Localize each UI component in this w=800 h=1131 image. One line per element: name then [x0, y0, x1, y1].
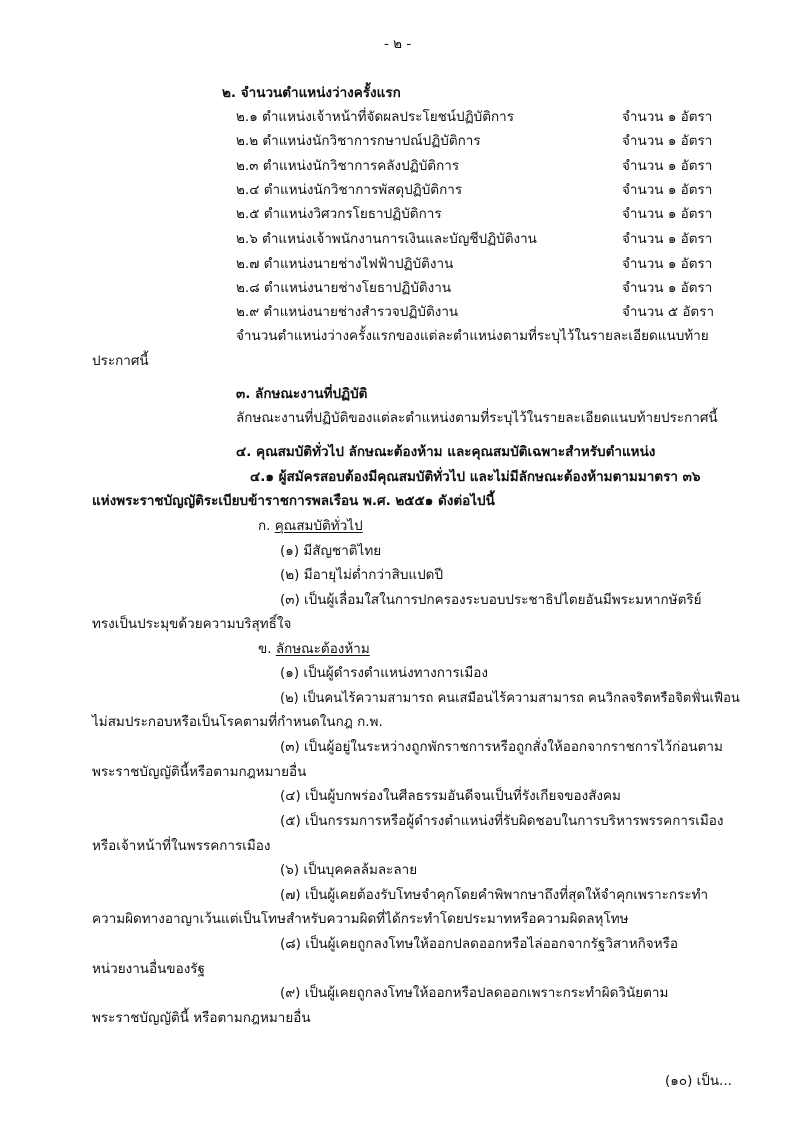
position-label: ๒.๖ ตำแหน่งเจ้าพนักงานการเงินและบัญชีปฏิบัติงาน — [236, 231, 537, 247]
position-amount: จำนวน ๑ อัตรา — [622, 280, 713, 296]
prohibited-heading — [258, 643, 370, 657]
prohibited-item: (๔) เป็นผู้บกพร่องในศีลธรรมอันดีจนเป็นที่รังเกียจของสังคม — [280, 788, 621, 804]
position-amount: จำนวน ๑ อัตรา — [622, 109, 713, 125]
continuation-marker: (๑๐) เป็น... — [665, 1073, 732, 1089]
prohibited-item-continued: พระราชบัญญัตินี้หรือตามกฎหมายอื่น — [92, 764, 307, 780]
position-label: ๒.๒ ตำแหน่งนักวิชาการกษาปณ์ปฏิบัติการ — [236, 133, 481, 149]
prohibited-item: (๙) เป็นผู้เคยถูกลงโทษให้ออกหรือปลดออกเพราะกระทำผิดวินัยตาม — [280, 985, 669, 1001]
section-4-1-text-continued: แห่งพระราชบัญญัติระเบียบข้าราชการพลเรือน พ.ศ. ๒๕๕๑ ดังต่อไปนี้ — [92, 493, 495, 509]
position-label: ๒.๓ ตำแหน่งนักวิชาการคลังปฏิบัติการ — [236, 158, 460, 174]
position-label: ๒.๗ ตำแหน่งนายช่างไฟฟ้าปฏิบัติงาน — [236, 256, 454, 272]
general-item: (๒) มีอายุไม่ต่ำกว่าสิบแปดปี — [280, 567, 444, 583]
position-amount: จำนวน ๑ อัตรา — [622, 256, 713, 272]
general-qualifications-heading — [258, 520, 363, 534]
prohibited-title: ลักษณะต้องห้าม — [275, 641, 370, 657]
page-number: - ๒ - — [384, 36, 412, 52]
general-title: คุณสมบัติทั่วไป — [274, 518, 363, 534]
prohibited-item: (๖) เป็นบุคคลล้มละลาย — [280, 862, 418, 878]
prohibited-item: (๓) เป็นผู้อยู่ในระหว่างถูกพักราชการหรือถูกสั่งให้ออกจากราชการไว้ก่อนตาม — [280, 739, 723, 755]
prohibited-item: (๘) เป็นผู้เคยถูกลงโทษให้ออกปลดออกหรือไล่ออกจากรัฐวิสาหกิจหรือ — [280, 936, 678, 952]
prohibited-prefix: ข. — [258, 641, 276, 657]
position-amount: จำนวน ๑ อัตรา — [622, 206, 713, 222]
prohibited-item-continued: ความผิดทางอาญาเว้นแต่เป็นโทษสำหรับความผิดที่ได้กระทำโดยประมาทหรือความผิดลหุโทษ — [92, 911, 629, 927]
section-4-1-text: ๔.๑ ผู้สมัครสอบต้องมีคุณสมบัติทั่วไป และไม่มีลักษณะต้องห้ามตามมาตรา ๓๖ — [250, 469, 701, 485]
prohibited-item: (๑) เป็นผู้ดำรงตำแหน่งทางการเมือง — [280, 665, 488, 681]
position-amount: จำนวน ๑ อัตรา — [622, 158, 713, 174]
prohibited-item-continued: หรือเจ้าหน้าที่ในพรรคการเมือง — [92, 838, 271, 854]
position-label: ๒.๔ ตำแหน่งนักวิชาการพัสดุปฏิบัติการ — [236, 182, 463, 198]
section-4-heading: ๔. คุณสมบัติทั่วไป ลักษณะต้องห้าม และคุณสมบัติเฉพาะสำหรับตำแหน่ง — [236, 444, 656, 460]
position-label: ๒.๕ ตำแหน่งวิศวกรโยธาปฏิบัติการ — [236, 206, 442, 222]
position-amount: จำนวน ๑ อัตรา — [622, 231, 713, 247]
general-item: (๓) เป็นผู้เลื่อมใสในการปกครองระบอบประชาธิปไตยอันมีพระมหากษัตริย์ — [280, 592, 702, 608]
position-amount: จำนวน ๕ อัตรา — [622, 304, 715, 320]
prohibited-item-continued: พระราชบัญญัตินี้ หรือตามกฎหมายอื่น — [92, 1010, 311, 1026]
section-3-heading: ๓. ลักษณะงานที่ปฏิบัติ — [236, 386, 368, 402]
section-3-text: ลักษณะงานที่ปฏิบัติของแต่ละตำแหน่งตามที่ระบุไว้ในรายละเอียดแนบท้ายประกาศนี้ — [236, 410, 718, 426]
position-label: ๒.๙ ตำแหน่งนายช่างสำรวจปฏิบัติงาน — [236, 304, 459, 320]
general-prefix: ก. — [258, 518, 275, 534]
prohibited-item: (๒) เป็นคนไร้ความสามารถ คนเสมือนไร้ความสามารถ คนวิกลจริตหรือจิตฟั่นเฟือน — [280, 691, 740, 706]
position-label: ๒.๑ ตำแหน่งเจ้าหน้าที่จัดผลประโยชน์ปฏิบัติการ — [236, 109, 514, 125]
prohibited-item-continued: หน่วยงานอื่นของรัฐ — [92, 961, 205, 977]
position-amount: จำนวน ๑ อัตรา — [622, 133, 713, 149]
section-2-heading: ๒. จำนวนตำแหน่งว่างครั้งแรก — [222, 85, 401, 101]
prohibited-item: (๕) เป็นกรรมการหรือผู้ดำรงตำแหน่งที่รับผิดชอบในการบริหารพรรคการเมือง — [280, 813, 724, 829]
position-label: ๒.๘ ตำแหน่งนายช่างโยธาปฏิบัติงาน — [236, 280, 452, 296]
prohibited-item-continued: ไม่สมประกอบหรือเป็นโรคตามที่กำหนดในกฎ ก.พ. — [92, 714, 383, 730]
general-item-continued: ทรงเป็นประมุขด้วยความบริสุทธิ์ใจ — [92, 616, 292, 632]
section-2-note-continued: ประกาศนี้ — [92, 353, 149, 369]
section-2-note: จำนวนตำแหน่งว่างครั้งแรกของแต่ละตำแหน่งตามที่ระบุไว้ในรายละเอียดแนบท้าย — [236, 328, 709, 344]
prohibited-item: (๗) เป็นผู้เคยต้องรับโทษจำคุกโดยคำพิพากษาถึงที่สุดให้จำคุกเพราะกระทำ — [280, 887, 709, 903]
position-amount: จำนวน ๑ อัตรา — [622, 182, 713, 198]
general-item: (๑) มีสัญชาติไทย — [280, 543, 382, 559]
